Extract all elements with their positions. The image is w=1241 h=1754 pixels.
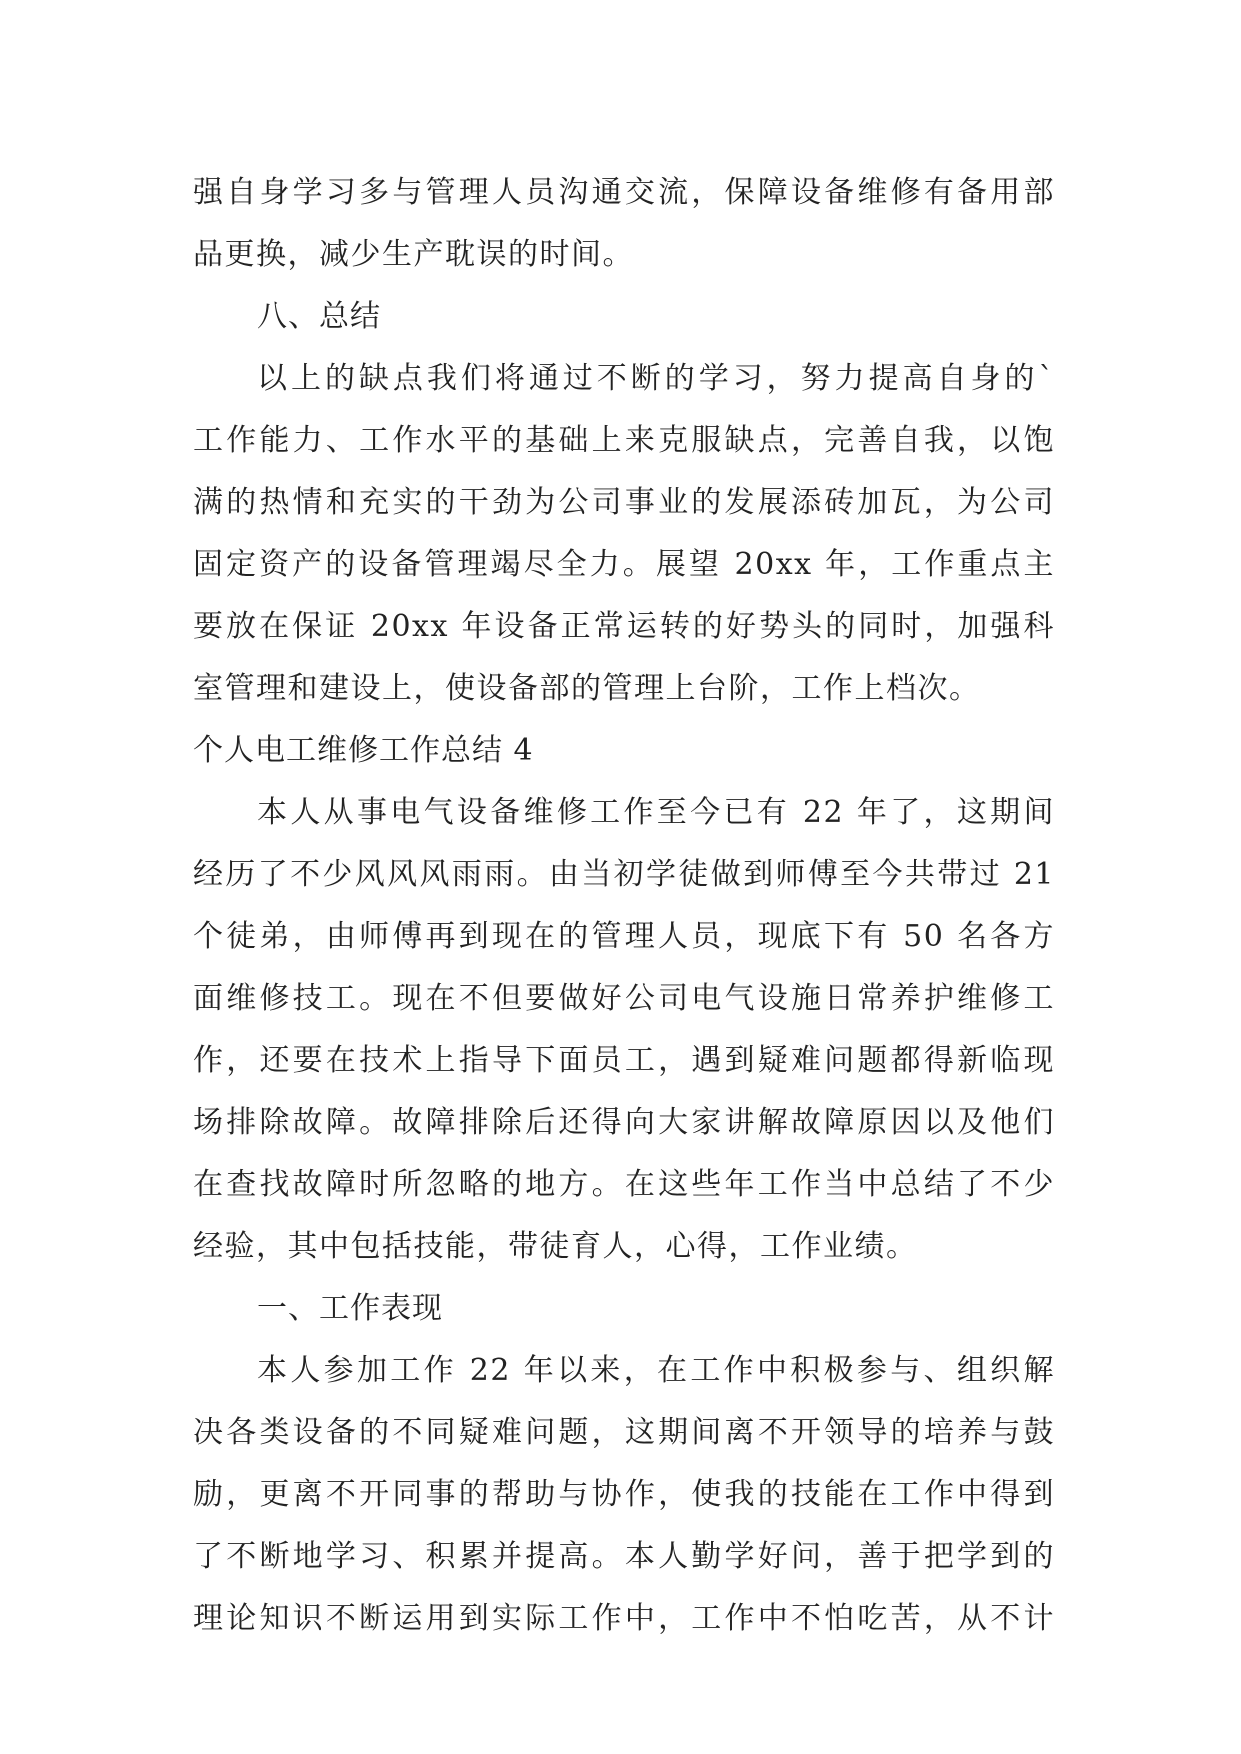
text-line: 满的热情和充实的干劲为公司事业的发展添砖加瓦，为公司 [193,485,1055,520]
text-line: 场排除故障。故障排除后还得向大家讲解故障原因以及他们 [193,1105,1055,1140]
text-line: 面维修技工。现在不但要做好公司电气设施日常养护维修工 [193,981,1055,1016]
text-line: 固定资产的设备管理竭尽全力。展望 20xx 年，工作重点主 [193,547,1055,582]
text-line: 要放在保证 20xx 年设备正常运转的好势头的同时，加强科 [193,609,1055,644]
document-title: 个人电工维修工作总结 4 [193,733,534,768]
text-line: 强自身学习多与管理人员沟通交流，保障设备维修有备用部 [193,175,1055,210]
section-heading: 一、工作表现 [257,1291,443,1326]
text-line: 在查找故障时所忽略的地方。在这些年工作当中总结了不少 [193,1167,1055,1202]
text-line: 品更换，减少生产耽误的时间。 [193,237,634,272]
text-line: 以上的缺点我们将通过不断的学习，努力提高自身的` [257,361,1055,396]
text-line: 室管理和建设上，使设备部的管理上台阶，工作上档次。 [193,671,981,706]
text-line: 励，更离不开同事的帮助与协作，使我的技能在工作中得到 [193,1477,1055,1512]
text-line: 工作能力、工作水平的基础上来克服缺点，完善自我，以饱 [193,423,1055,458]
text-line: 了不断地学习、积累并提高。本人勤学好问，善于把学到的 [193,1539,1055,1574]
text-line: 个徒弟，由师傅再到现在的管理人员，现底下有 50 名各方 [193,919,1055,954]
section-heading: 八、总结 [257,299,381,334]
text-line: 决各类设备的不同疑难问题，这期间离不开领导的培养与鼓 [193,1415,1055,1450]
text-line: 经历了不少风风风雨雨。由当初学徒做到师傅至今共带过 21 [193,857,1055,892]
text-line: 理论知识不断运用到实际工作中，工作中不怕吃苦，从不计 [193,1601,1055,1636]
text-line: 本人参加工作 22 年以来，在工作中积极参与、组织解 [257,1353,1055,1388]
text-line: 作，还要在技术上指导下面员工，遇到疑难问题都得新临现 [193,1043,1055,1078]
text-line: 本人从事电气设备维修工作至今已有 22 年了，这期间 [257,795,1055,830]
text-line: 经验，其中包括技能，带徒育人，心得，工作业绩。 [193,1229,918,1264]
document-body [193,162,1055,1650]
